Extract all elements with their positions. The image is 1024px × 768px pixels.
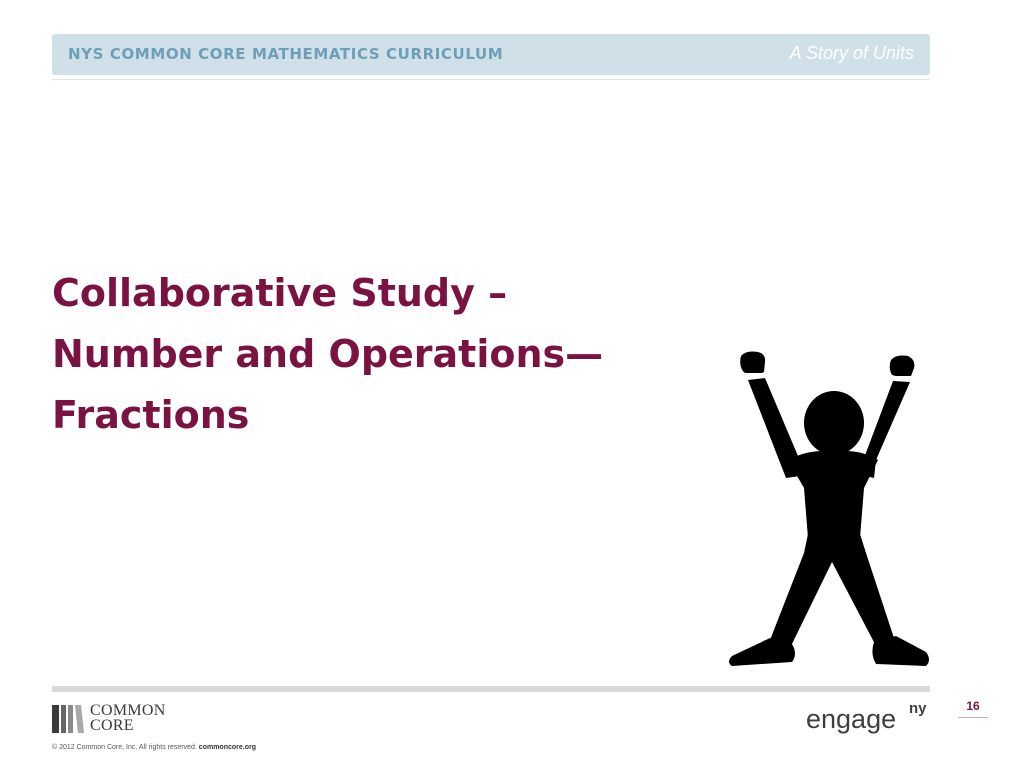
header-band <box>52 34 930 75</box>
common-core-wordmark <box>90 703 166 733</box>
footer-divider <box>52 686 930 692</box>
copyright-text: © 2012 Common Core, Inc. All rights reserved. <box>52 744 197 751</box>
common-core-logo <box>52 703 192 737</box>
person-arms-raised-icon <box>726 348 936 670</box>
slide-title-line-1: Collaborative Study – <box>52 271 508 315</box>
page-number-underline <box>958 717 988 718</box>
series-title: A Story of Units <box>789 43 914 63</box>
engage-wordmark: engage <box>806 704 897 734</box>
header-divider <box>52 79 930 80</box>
page-number: 16 <box>966 699 980 713</box>
curriculum-title: NYS COMMON CORE MATHEMATICS CURRICULUM <box>68 45 504 63</box>
engage-ny-logo <box>806 700 936 740</box>
common-core-line-2: CORE <box>90 717 134 734</box>
common-core-line-1: COMMON <box>90 702 166 719</box>
slide-title-line-3: Fractions <box>52 393 250 437</box>
copyright-notice <box>52 744 256 751</box>
slide-title-line-2: Number and Operations— <box>52 332 604 376</box>
engage-ny-superscript: ny <box>909 700 927 717</box>
slide-title <box>52 263 672 446</box>
copyright-link[interactable]: commoncore.org <box>198 744 256 751</box>
common-core-bars-icon <box>52 705 84 733</box>
